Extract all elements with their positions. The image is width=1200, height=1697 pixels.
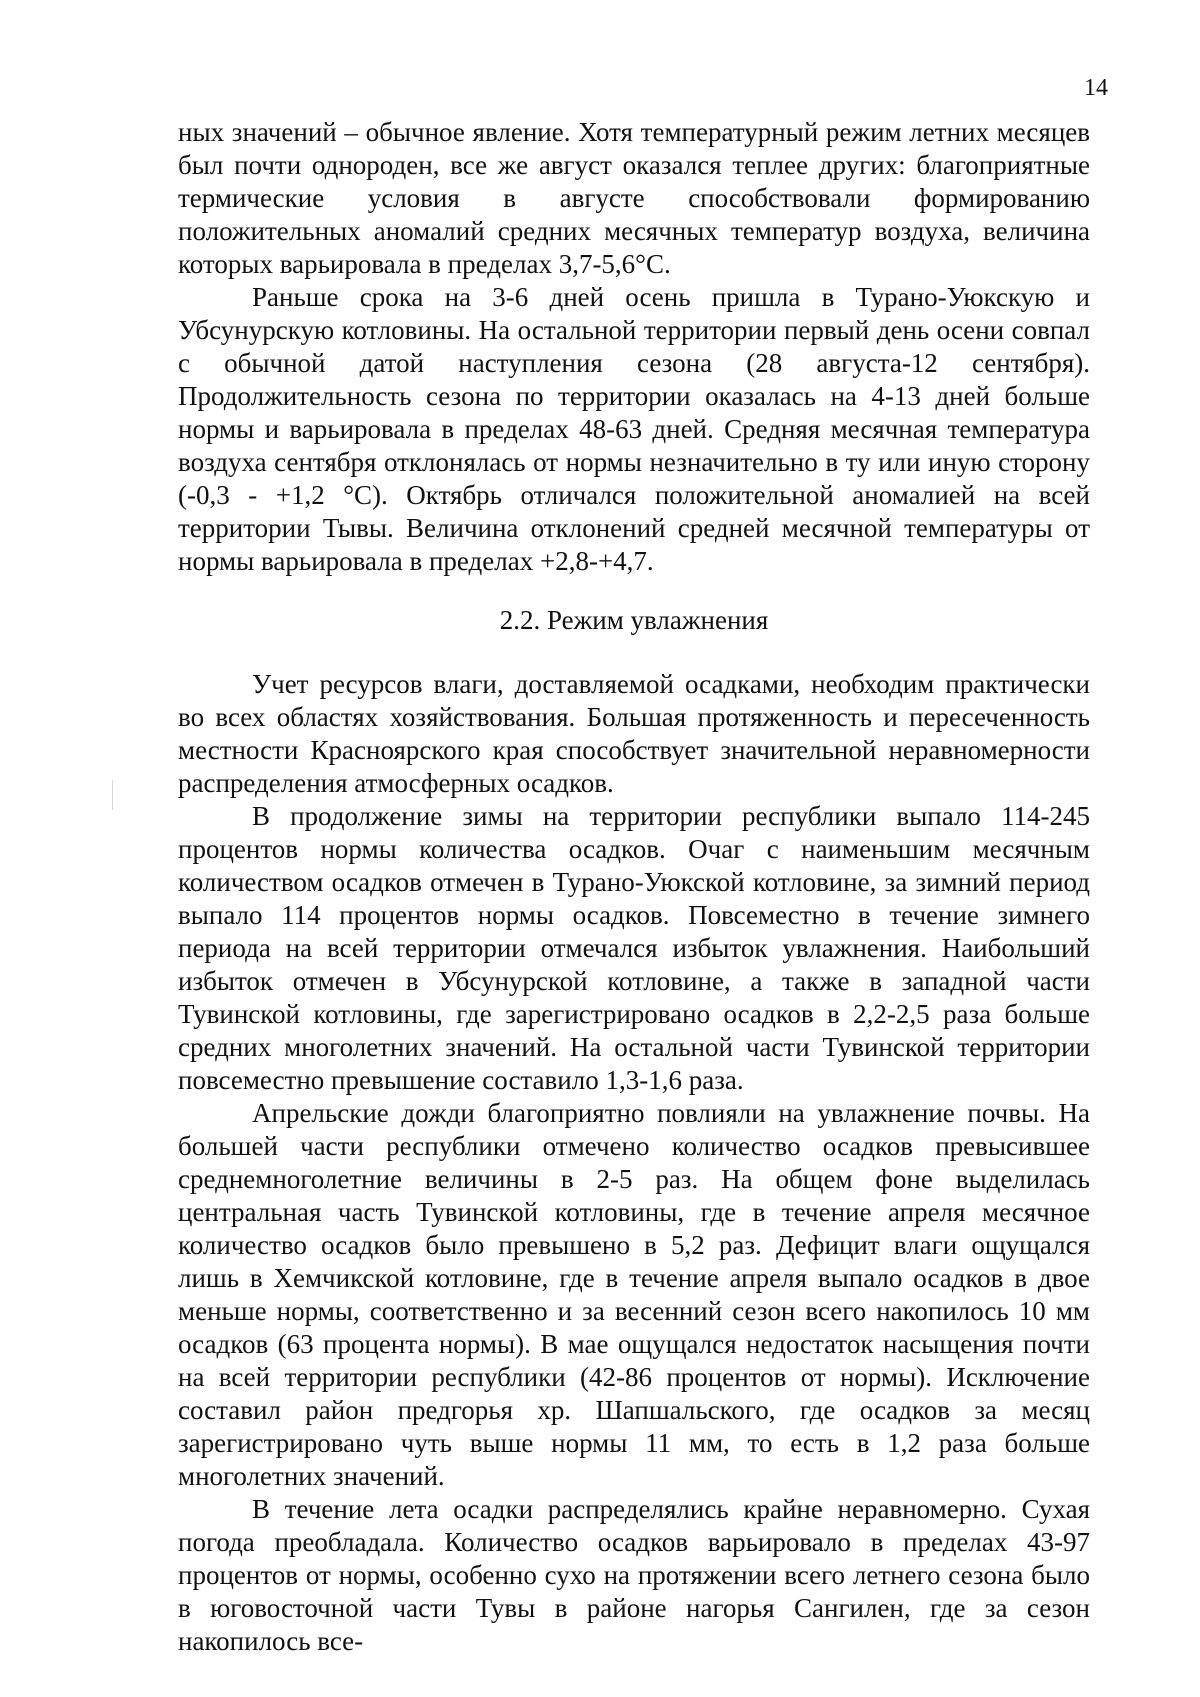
paragraph-autumn: Раньше срока на 3-6 дней осень пришла в Турано-Уюкскую и Убсунурскую котловины. На остальной территории первый день осени совпал с обычной датой наступления сезона (28 августа-12 сентября). Продолжительность сезона по территории оказалась на 4-13 дней больше нормы и варьировала в пределах 48-63 дней. Средняя месячная температура воздуха сентября отклонялась от нормы незначительно в ту или иную сторону (-0,3 - +1,2 °С). Октябрь отличался положительной аномалией на всей территории Тывы. Величина отклонений средней месячной температуры от нормы варьировала в пределах +2,8-+4,7. xyxy=(178,282,1090,576)
section-heading: 2.2. Режим увлажнения xyxy=(499,605,769,635)
paragraph-moisture-resources: Учет ресурсов влаги, доставляемой осадками, необходим практически во всех областях хозяйствования. Большая протяженность и пересеченность местности Красноярского края способствует значительной неравномерности распределения атмосферных осадков. xyxy=(178,669,1090,798)
paragraph-winter-precipitation: В продолжение зимы на территории республики выпало 114-245 процентов нормы количества осадков. Очаг с наименьшим месячным количеством осадков отмечен в Турано-Уюкской котловине, за зимний период выпало 114 процентов нормы осадков. Повсеместно в течение зимнего периода на всей территории отмечался избыток увлажнения. Наибольший избыток отмечен в Убсунурской котловине, а также в западной части Тувинской котловины, где зарегистрировано осадков в 2,2-2,5 раза больше средних многолетних значений. На остальной части Тувинской территории повсеместно превышение составило 1,3-1,6 раза. xyxy=(178,801,1090,1095)
page-number: 14 xyxy=(1084,75,1108,101)
scan-margin-mark xyxy=(112,780,113,810)
text-column xyxy=(178,116,1090,1658)
paragraph-continued: ных значений – обычное явление. Хотя температурный режим летних месяцев был почти однороден, все же август оказался теплее других: благоприятные термические условия в августе способствовали формированию положительных аномалий средних месячных температур воздуха, величина которых варьировала в пределах 3,7-5,6°С. xyxy=(178,117,1090,279)
paragraph-summer-precipitation: В течение лета осадки распределялись крайне неравномерно. Сухая погода преобладала. Количество осадков варьировало в пределах 43-97 процентов от нормы, особенно сухо на протяжении всего летнего сезона было в юговосточной части Тувы в районе нагорья Сангилен, где за сезон накопилось все- xyxy=(178,1494,1090,1656)
paragraph-spring-rain: Апрельские дожди благоприятно повлияли на увлажнение почвы. На большей части республики отмечено количество осадков превысившее среднемноголетние величины в 2-5 раз. На общем фоне выделилась центральная часть Тувинской котловины, где в течение апреля месячное количество осадков было превышено в 5,2 раз. Дефицит влаги ощущался лишь в Хемчикской котловине, где в течение апреля выпало осадков в двое меньше нормы, соответственно и за весенний сезон всего накопилось 10 мм осадков (63 процента нормы). В мае ощущался недостаток насыщения почти на всей территории республики (42-86 процентов от нормы). Исключение составил район предгорья хр. Шапшальского, где осадков за месяц зарегистрировано чуть выше нормы 11 мм, то есть в 1,2 раза больше многолетних значений. xyxy=(178,1098,1090,1491)
